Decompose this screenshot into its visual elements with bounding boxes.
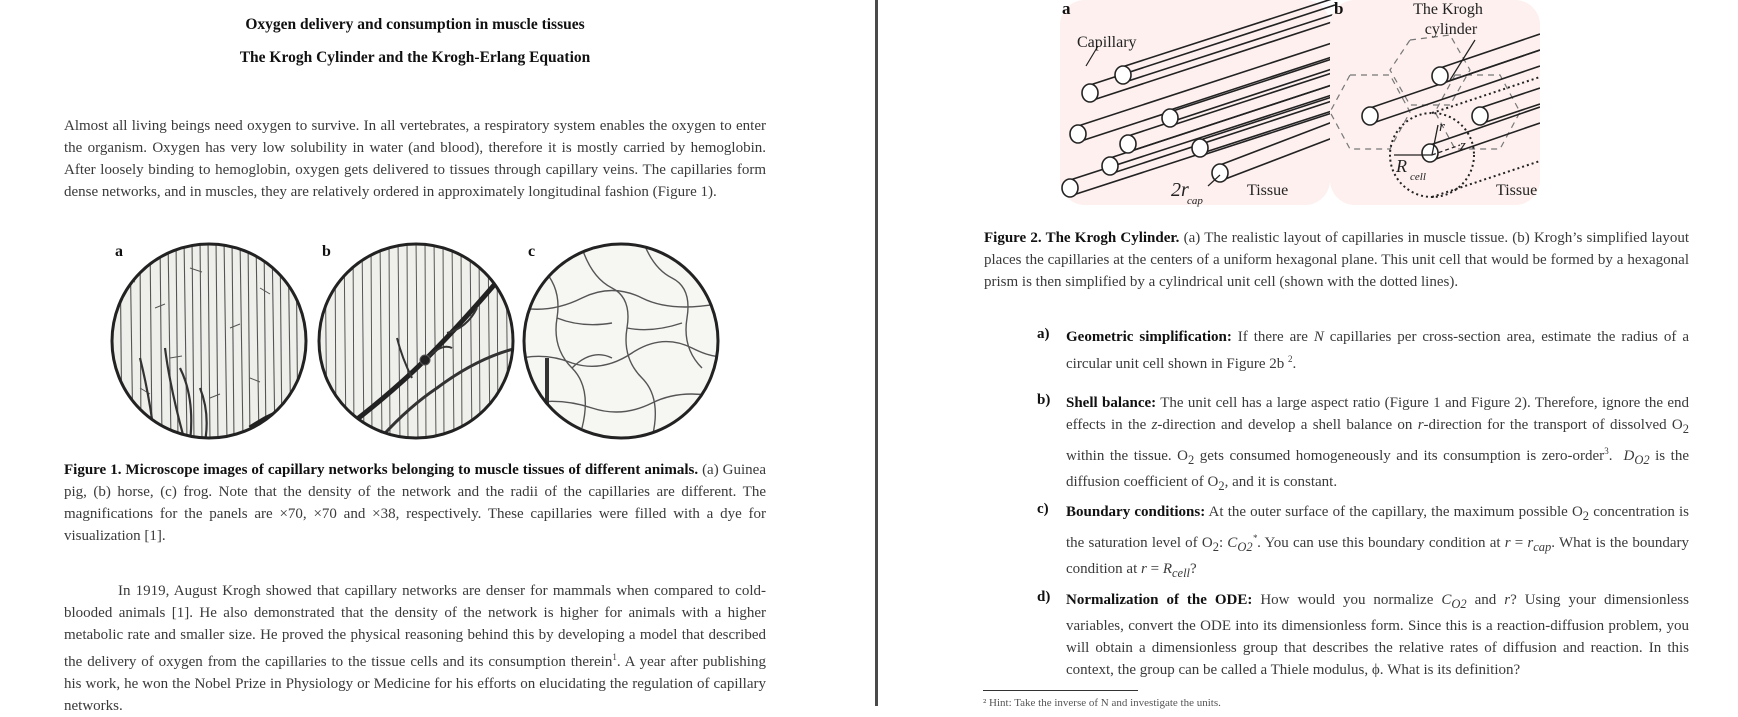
footnote-ref-1: 1 — [612, 652, 617, 662]
two-r-cap-label: 2r — [1171, 179, 1189, 201]
capillary-label: Capillary — [1077, 34, 1137, 51]
figure1-caption-title: Figure 1. Microscope images of capillary networks belonging to muscle tissues of different animals. — [64, 462, 699, 478]
history-text-end: . A year after publishing his work, he won the Nobel Prize in Physiology or Medicine for his efforts on elucidating the regulation of capillary networks. — [64, 654, 766, 714]
question-a — [1066, 326, 1689, 375]
figure1-caption-text: (a) Guinea pig, (b) horse, (c) frog. Note that the density of the network and the radii of the capillaries are different. The magnifications for the panels are ×70, ×70 and ×38, respectively. These capillaries were filled with a dye for visualization [1]. — [64, 462, 767, 544]
question-c-letter: c) — [1037, 501, 1049, 517]
R-cell-subscript: cell — [1410, 171, 1426, 183]
figure1-label-b: b — [322, 243, 331, 260]
figure2-caption — [984, 227, 1689, 293]
history-text: In 1919, August Krogh showed that capillary networks are denser for mammals when compared to cold-blooded animals [1]. He also demonstrated that the density of the network is higher for animals with a higher metabolic rate and smaller size. He proved the physical reasoning behind this by developing a model that described the delivery of oxygen from the capillaries to the tissue cells and its consumption therein — [64, 583, 766, 670]
r-label: r — [1439, 119, 1445, 135]
krogh-cylinder-label-2: cylinder — [1424, 21, 1478, 38]
footnote-2: ² Hint: Take the inverse of N and investigate the units. — [983, 697, 1221, 709]
footnote-rule — [983, 690, 1138, 691]
question-b-letter: b) — [1037, 392, 1051, 408]
tissue-label-a: Tissue — [1247, 182, 1289, 199]
figure2-krogh-diagram — [1060, 0, 1540, 210]
figure1-caption — [64, 459, 766, 547]
question-d-heading: Normalization of the ODE: — [1066, 592, 1253, 608]
micrograph-horse — [317, 238, 517, 442]
two-r-cap-subscript: cap — [1187, 195, 1203, 207]
question-c — [1066, 501, 1689, 584]
R-cell-label: R — [1396, 156, 1407, 176]
figure1-label-a: a — [115, 243, 123, 260]
krogh-cylinder-label-1: The Krogh — [1413, 1, 1483, 18]
history-paragraph — [64, 580, 766, 717]
figure1-label-c: c — [528, 243, 536, 260]
micrograph-guinea-pig — [110, 238, 310, 442]
question-c-text: At the outer surface of the capillary, the maximum possible $O_2$ concentration is the saturation level of $O_2$: $C_{O2}^*$. You can use this boundary condition at $r = r_{cap}$. What is the boundary condition at $r = R_{cell}$? — [1066, 504, 1689, 580]
figure2-caption-text: (a) The realistic layout of capillaries in muscle tissue. (b) Krogh’s simplified layout places the capillaries at the centers of a uniform hexagonal plane. This unit cell that would be formed by a hexagonal prism is then simplified by a cylindrical unit cell (shown with the dotted lines). — [984, 230, 1690, 290]
question-d-text: How would you normalize $C_{O2}$ and r? Using your dimensionless variables, convert the ODE into its dimensionless form. Since this is a reaction-diffusion problem, you will obtain a dimensionless group that describes the relative rates of diffusion and reaction. In this context, the group can be called a Thiele modulus, ϕ. What is its definition? — [1066, 592, 1689, 678]
document-title: Oxygen delivery and consumption in muscle tissues — [245, 16, 585, 33]
intro-paragraph: Almost all living beings need oxygen to survive. In all vertebrates, a respiratory system enables the oxygen to enter the organism. Oxygen has very low solubility in water (and blood), therefore it is mostly carried by hemoglobin. After loosely binding to hemoglobin, oxygen gets delivered to tissues through capillary veins. The capillaries form dense networks, and in muscles, they are relatively ordered in approximately longitudinal fashion (Figure 1). — [64, 118, 766, 200]
question-a-text: If there are N capillaries per cross-section area, estimate the radius of a circular unit cell shown in Figure 2b $^2$. — [1066, 329, 1689, 372]
tissue-label-b: Tissue — [1496, 182, 1538, 199]
z-label: z — [1460, 138, 1466, 154]
question-a-heading: Geometric simplification: — [1066, 329, 1232, 345]
question-a-letter: a) — [1037, 326, 1050, 342]
micrograph-frog — [522, 238, 722, 442]
figure2-label-b: b — [1334, 0, 1344, 18]
question-c-heading: Boundary conditions: — [1066, 504, 1206, 520]
question-b-heading: Shell balance: — [1066, 395, 1157, 411]
question-d-letter: d) — [1037, 589, 1051, 605]
figure2-label-a: a — [1062, 0, 1071, 18]
document-subtitle: The Krogh Cylinder and the Krogh-Erlang Equation — [239, 49, 591, 66]
figure2-caption-title: Figure 2. The Krogh Cylinder. — [984, 230, 1180, 246]
question-b-text: The unit cell has a large aspect ratio (Figure 1 and Figure 2). Therefore, ignore the end effects in the z-direction and develop a shell balance on r-direction for the transport of dissolved $O_2$ within the tissue. $O_2$ gets consumed homogeneously and its consumption is zero-order$^3$. $D_{O2}$ is the diffusion coefficient of $O_2$, and it is constant. — [1066, 395, 1689, 493]
question-d — [1066, 589, 1689, 681]
question-b — [1066, 392, 1689, 497]
